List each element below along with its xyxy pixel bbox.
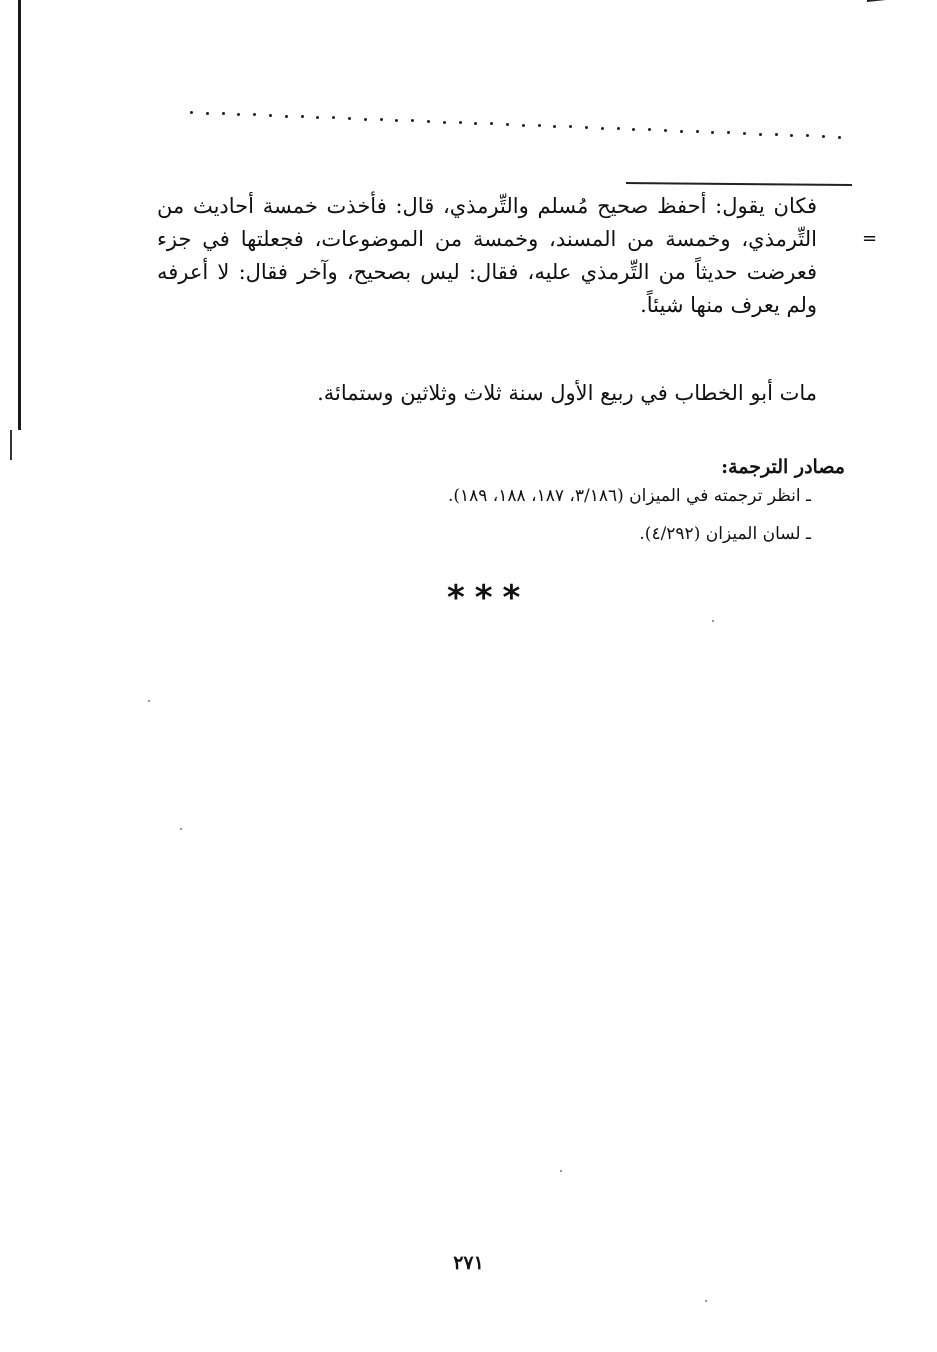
scan-speck — [560, 1170, 562, 1172]
death-date-paragraph: مات أبو الخطاب في ربيع الأول سنة ثلاث وثلاثين وستمائة. — [317, 381, 817, 405]
dot — [759, 133, 762, 136]
dot — [632, 128, 635, 131]
dot — [222, 112, 225, 115]
dot — [743, 132, 746, 135]
footnote-paragraph: فكان يقول: أحفظ صحيح مُسلم والتِّرمذي، قال: فأخذت خمسة أحاديث من التِّرمذي، وخمسة من المسند، وخمسة من الموضوعات، فجعلتها في جزء فعرضت حديثاً من التِّرمذي عليه، فقال: ليس بصحيح، وآخر فقال: لا أعرفه ولم يعرف منها شيئاً. — [157, 194, 817, 317]
scan-speck — [705, 1300, 707, 1302]
dot — [237, 113, 240, 116]
dot — [664, 129, 667, 132]
dot — [553, 125, 556, 128]
dot — [601, 127, 604, 130]
dot — [711, 131, 714, 134]
dot — [285, 115, 288, 118]
dot — [364, 118, 367, 121]
dot — [332, 116, 335, 119]
dot — [648, 128, 651, 131]
dot — [316, 116, 319, 119]
dot — [538, 124, 541, 127]
dot — [269, 114, 272, 117]
dot — [522, 124, 525, 127]
scan-edge — [10, 430, 12, 460]
dot — [253, 113, 256, 116]
dot — [443, 121, 446, 124]
dot — [569, 125, 572, 128]
dot — [411, 119, 414, 122]
dot — [696, 130, 699, 133]
scan-edge — [18, 0, 21, 430]
scan-speck — [148, 700, 150, 702]
dot — [427, 120, 430, 123]
dot — [727, 131, 730, 134]
scan-edge — [867, 0, 937, 16]
dot — [617, 127, 620, 130]
page-number: ٢٧١ — [453, 1252, 484, 1274]
scan-speck — [712, 620, 714, 622]
dot — [474, 122, 477, 125]
dot — [775, 133, 778, 136]
source-item: ـ انظر ترجمته في الميزان (٣/١٨٦، ١٨٧، ١٨٨، ١٨٩). — [447, 486, 811, 506]
dotted-separator — [190, 103, 850, 143]
dot — [838, 136, 841, 139]
dot — [301, 115, 304, 118]
dot — [790, 134, 793, 137]
scan-speck — [180, 828, 182, 830]
dot — [585, 126, 588, 129]
continuation-marker: = — [862, 228, 878, 249]
dot — [490, 122, 493, 125]
dot — [190, 111, 193, 114]
source-item: ـ لسان الميزان (٤/٢٩٢). — [639, 524, 811, 544]
dot — [206, 112, 209, 115]
dot — [395, 119, 398, 122]
dot — [680, 130, 683, 133]
dot — [806, 134, 809, 137]
dot — [506, 123, 509, 126]
dot — [822, 135, 825, 138]
footnote-rule — [626, 182, 852, 186]
dot — [380, 118, 383, 121]
sources-heading: مصادر الترجمة: — [721, 456, 845, 478]
dot — [348, 117, 351, 120]
dot — [459, 121, 462, 124]
section-separator: *** — [447, 578, 531, 618]
